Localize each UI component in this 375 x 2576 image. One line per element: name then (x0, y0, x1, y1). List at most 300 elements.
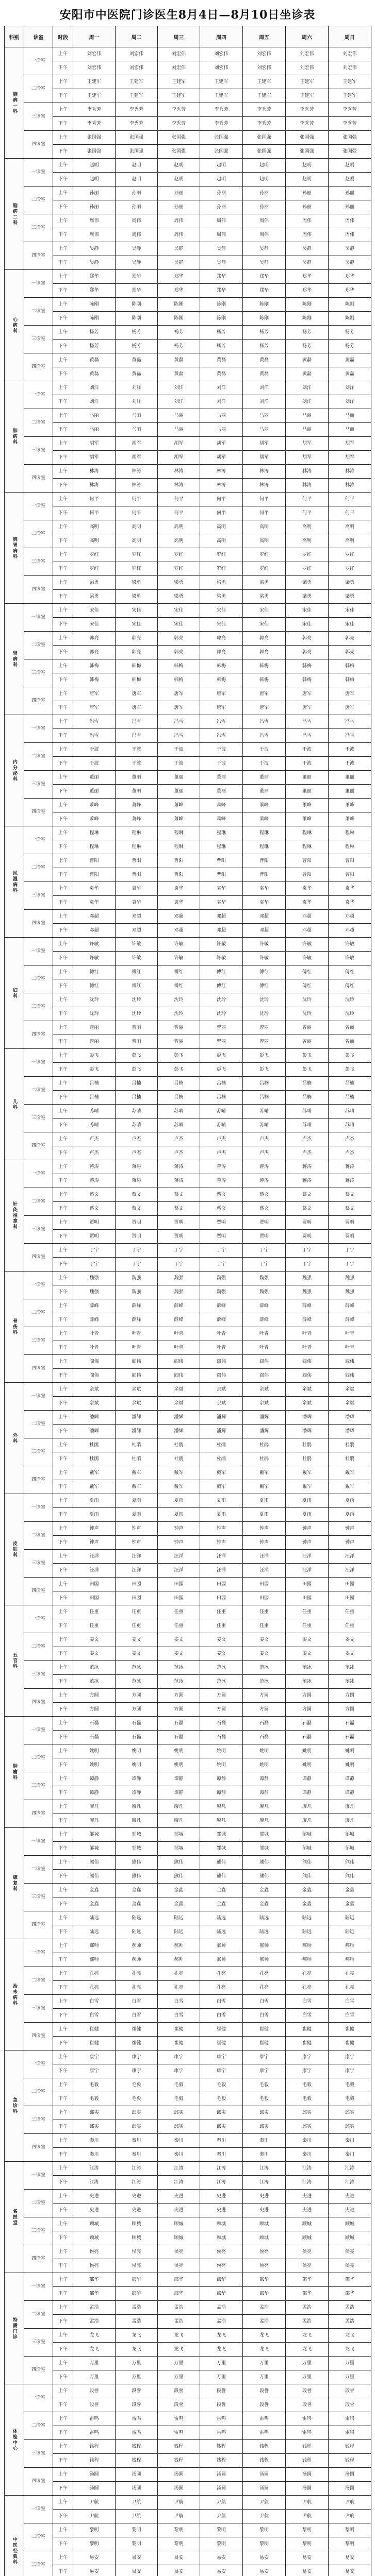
doctor-cell: 雷鸣 (243, 2412, 286, 2426)
department-cell: 皮肤科 (5, 1494, 24, 1605)
table-row (5, 1327, 371, 1341)
table-row (5, 757, 371, 771)
doctor-cell: 熊伟 (286, 1856, 329, 1870)
doctor-cell: 金鑫 (243, 1897, 286, 1911)
doctor-cell: 廖凡 (158, 1814, 200, 1828)
period-cell: 上午 (53, 1578, 73, 1591)
doctor-cell: 丁宁 (73, 1244, 116, 1258)
doctor-cell: 罗红 (286, 562, 329, 576)
doctor-cell: 陈刚 (73, 298, 116, 312)
doctor-cell: 邓超 (329, 910, 371, 924)
doctor-cell: 蔡文 (243, 1188, 286, 1202)
period-cell: 上午 (53, 1522, 73, 1536)
table-row (5, 924, 371, 938)
doctor-cell: 陆远 (73, 1911, 116, 1925)
doctor-cell: 黎明 (243, 2523, 286, 2537)
doctor-cell: 黄磊 (158, 367, 200, 381)
period-cell: 下午 (53, 2092, 73, 2106)
doctor-cell: 郝帅 (286, 1939, 329, 1953)
room-cell: 四诊室 (24, 353, 53, 381)
doctor-cell: 袁华 (158, 896, 200, 910)
doctor-cell: 秦川 (243, 2148, 286, 2162)
period-cell: 上午 (53, 1744, 73, 1758)
table-row (5, 465, 371, 479)
room-cell: 四诊室 (24, 799, 53, 826)
doctor-cell: 林涛 (116, 479, 158, 493)
period-cell: 上午 (53, 159, 73, 173)
doctor-cell: 段誉 (116, 2384, 158, 2398)
doctor-cell: 汪洋 (158, 1564, 200, 1578)
doctor-cell: 潘辉 (200, 1425, 243, 1438)
doctor-cell: 许敏 (200, 952, 243, 965)
period-cell: 下午 (53, 506, 73, 520)
doctor-cell: 熊伟 (158, 1856, 200, 1870)
doctor-cell: 沈玲 (200, 1007, 243, 1021)
doctor-cell: 沈玲 (329, 1007, 371, 1021)
doctor-cell: 刘洋 (243, 381, 286, 395)
doctor-cell: 马丽 (329, 423, 371, 437)
doctor-cell: 胡军 (200, 437, 243, 451)
doctor-cell: 汪洋 (286, 1550, 329, 1564)
column-header: 诊室 (24, 26, 53, 47)
doctor-cell: 余斌 (200, 1397, 243, 1411)
doctor-cell: 余斌 (116, 1383, 158, 1397)
doctor-cell: 唐军 (116, 701, 158, 715)
doctor-cell: 王建军 (116, 89, 158, 103)
room-cell: 四诊室 (24, 910, 53, 938)
room-cell: 四诊室 (24, 1800, 53, 1828)
room-cell: 三诊室 (24, 103, 53, 131)
doctor-cell: 马丽 (158, 409, 200, 423)
doctor-cell: 黄磊 (158, 353, 200, 367)
period-cell: 下午 (53, 2176, 73, 2190)
room-cell: 四诊室 (24, 1466, 53, 1494)
doctor-cell: 余斌 (116, 1397, 158, 1411)
doctor-cell: 夏雨 (243, 1494, 286, 1508)
period-cell: 上午 (53, 187, 73, 200)
doctor-cell: 唐军 (286, 687, 329, 701)
doctor-cell: 邹城 (329, 1842, 371, 1856)
doctor-cell: 邱实 (286, 2106, 329, 2120)
doctor-cell: 蔡文 (243, 1202, 286, 1216)
period-cell: 上午 (53, 2023, 73, 2037)
department-cell: 肿瘤科 (5, 1717, 24, 1828)
doctor-cell: 何平 (116, 493, 158, 506)
doctor-cell: 秦川 (200, 2148, 243, 2162)
room-cell: 二诊室 (24, 520, 53, 548)
doctor-cell: 罗红 (73, 562, 116, 576)
doctor-cell: 沈玲 (329, 993, 371, 1007)
doctor-cell: 苏晴 (116, 1118, 158, 1132)
period-cell: 上午 (53, 1633, 73, 1647)
doctor-cell: 赵明 (243, 159, 286, 173)
room-cell: 二诊室 (24, 1077, 53, 1105)
doctor-cell: 戴军 (329, 1466, 371, 1480)
doctor-cell: 萧峰 (200, 799, 243, 812)
doctor-cell: 王建军 (200, 89, 243, 103)
period-cell: 下午 (53, 840, 73, 854)
doctor-cell: 薛峰 (116, 1299, 158, 1313)
doctor-cell: 唐军 (73, 701, 116, 715)
table-row (5, 381, 371, 395)
period-cell: 下午 (53, 1146, 73, 1160)
doctor-cell: 熊伟 (73, 1856, 116, 1870)
doctor-cell: 彭飞 (329, 1049, 371, 1063)
doctor-cell: 何平 (73, 506, 116, 520)
doctor-cell: 邹城 (286, 1842, 329, 1856)
doctor-cell: 刘宏伟 (329, 47, 371, 61)
room-cell: 四诊室 (24, 2357, 53, 2384)
room-cell: 三诊室 (24, 659, 53, 687)
doctor-cell: 唐军 (286, 701, 329, 715)
table-row (5, 1647, 371, 1661)
doctor-cell: 丁宁 (200, 1244, 243, 1258)
doctor-cell: 阎伟 (200, 1369, 243, 1383)
doctor-cell: 罗红 (116, 562, 158, 576)
room-cell: 四诊室 (24, 242, 53, 270)
doctor-cell: 姜文 (116, 1647, 158, 1661)
doctor-cell: 林涛 (158, 465, 200, 479)
doctor-cell: 康宁 (116, 2064, 158, 2078)
table-row (5, 1174, 371, 1188)
period-cell: 上午 (53, 1689, 73, 1703)
doctor-cell: 姜文 (243, 1647, 286, 1661)
doctor-cell: 马丽 (286, 409, 329, 423)
doctor-cell: 高明 (329, 534, 371, 548)
doctor-cell: 崔健 (116, 2023, 158, 2037)
doctor-cell: 侯亮 (243, 2259, 286, 2273)
table-row (5, 2037, 371, 2050)
doctor-cell: 程琳 (158, 826, 200, 840)
doctor-cell: 沈玲 (200, 993, 243, 1007)
room-cell: 一诊室 (24, 2273, 53, 2301)
table-row (5, 701, 371, 715)
doctor-cell: 余斌 (243, 1397, 286, 1411)
doctor-cell: 钱程 (243, 2440, 286, 2454)
table-row (5, 2190, 371, 2204)
doctor-cell: 任重 (286, 1619, 329, 1633)
doctor-cell: 廖凡 (200, 1814, 243, 1828)
doctor-cell: 高明 (200, 520, 243, 534)
doctor-cell: 许敏 (73, 938, 116, 952)
doctor-cell: 秦川 (73, 2148, 116, 2162)
doctor-cell: 范冰 (73, 1675, 116, 1689)
doctor-cell: 廖凡 (243, 1800, 286, 1814)
doctor-cell: 金鑫 (286, 1884, 329, 1897)
doctor-cell: 阎伟 (200, 1355, 243, 1369)
doctor-cell: 梁勇 (243, 590, 286, 604)
doctor-cell: 杜鹃 (73, 1452, 116, 1466)
doctor-cell: 吕楠 (200, 1077, 243, 1091)
doctor-cell: 孟浩 (73, 2315, 116, 2329)
doctor-cell: 赵明 (200, 159, 243, 173)
doctor-cell: 田园 (200, 1578, 243, 1591)
doctor-cell: 袁华 (200, 896, 243, 910)
doctor-cell: 陆远 (200, 1911, 243, 1925)
period-cell: 上午 (53, 2468, 73, 2482)
doctor-cell: 郝帅 (73, 1953, 116, 1967)
doctor-cell: 程琳 (243, 840, 286, 854)
doctor-cell: 郑华 (329, 270, 371, 284)
room-cell: 一诊室 (24, 159, 53, 187)
doctor-cell: 卢杰 (329, 1146, 371, 1160)
doctor-cell: 陈刚 (73, 312, 116, 326)
period-cell: 上午 (53, 548, 73, 562)
period-cell: 下午 (53, 395, 73, 409)
doctor-cell: 夏雨 (329, 1494, 371, 1508)
table-row (5, 673, 371, 687)
doctor-cell: 任重 (158, 1619, 200, 1633)
table-row (5, 2412, 371, 2426)
doctor-cell: 孙丽 (200, 187, 243, 200)
doctor-cell: 韩梅 (286, 673, 329, 687)
table-row (5, 1146, 371, 1160)
doctor-cell: 江涛 (200, 2162, 243, 2176)
table-row (5, 2078, 371, 2092)
table-row (5, 1063, 371, 1077)
doctor-cell: 梁勇 (329, 576, 371, 590)
doctor-cell: 孔亮 (200, 1967, 243, 1981)
doctor-cell: 罗红 (158, 562, 200, 576)
doctor-cell: 张国强 (286, 145, 329, 159)
doctor-cell: 冯雪 (286, 729, 329, 743)
doctor-cell: 胡军 (116, 437, 158, 451)
table-row (5, 2217, 371, 2231)
column-header: 周一 (73, 26, 116, 47)
doctor-cell: 苏晴 (286, 1118, 329, 1132)
doctor-cell: 冯雪 (73, 729, 116, 743)
room-cell: 四诊室 (24, 131, 53, 159)
doctor-cell: 胡军 (286, 451, 329, 465)
doctor-cell: 汤圆 (329, 2482, 371, 2496)
doctor-cell: 谭静 (243, 1772, 286, 1786)
doctor-cell: 顾城 (200, 2217, 243, 2231)
table-row (5, 1828, 371, 1842)
period-cell: 上午 (53, 520, 73, 534)
doctor-cell: 钟声 (243, 1536, 286, 1550)
doctor-cell: 于波 (329, 743, 371, 757)
doctor-cell: 傅红 (243, 965, 286, 979)
doctor-cell: 石磊 (158, 1731, 200, 1744)
doctor-cell: 方圆 (243, 1703, 286, 1717)
period-cell: 上午 (53, 1995, 73, 2009)
period-cell: 上午 (53, 2106, 73, 2120)
column-header: 科别 (5, 26, 24, 47)
doctor-cell: 邵华 (73, 2273, 116, 2287)
doctor-cell: 汤圆 (73, 2468, 116, 2482)
doctor-cell: 唐军 (73, 687, 116, 701)
doctor-cell: 史进 (243, 2190, 286, 2204)
doctor-cell: 傅红 (158, 965, 200, 979)
period-cell: 下午 (53, 562, 73, 576)
period-cell: 下午 (53, 1814, 73, 1828)
period-cell: 上午 (53, 1967, 73, 1981)
doctor-cell: 秦川 (329, 2134, 371, 2148)
doctor-cell: 石磊 (158, 1717, 200, 1731)
doctor-cell: 陈刚 (158, 312, 200, 326)
table-row (5, 1981, 371, 1995)
doctor-cell: 董丽 (116, 785, 158, 799)
room-cell: 一诊室 (24, 493, 53, 520)
doctor-cell: 邵华 (116, 2273, 158, 2287)
doctor-cell: 韩梅 (200, 659, 243, 673)
doctor-cell: 龙飞 (243, 2343, 286, 2357)
doctor-cell: 任重 (200, 1605, 243, 1619)
table-row (5, 1258, 371, 1272)
doctor-cell: 尹航 (329, 2510, 371, 2523)
doctor-cell: 王建军 (73, 89, 116, 103)
doctor-cell: 冯雪 (73, 715, 116, 729)
doctor-cell: 马丽 (116, 409, 158, 423)
table-row (5, 284, 371, 298)
table-row (5, 1522, 371, 1536)
doctor-cell: 任重 (116, 1605, 158, 1619)
table-row (5, 2343, 371, 2357)
doctor-cell: 熊伟 (73, 1870, 116, 1884)
doctor-cell: 顾城 (329, 2231, 371, 2245)
doctor-cell: 段誉 (286, 2384, 329, 2398)
doctor-cell: 邵华 (158, 2273, 200, 2287)
doctor-cell: 黄磊 (116, 367, 158, 381)
doctor-cell: 杨芳 (243, 326, 286, 340)
doctor-cell: 叶青 (200, 1327, 243, 1341)
doctor-cell: 魏强 (73, 1272, 116, 1285)
period-cell: 上午 (53, 659, 73, 673)
table-row (5, 1661, 371, 1675)
doctor-cell: 杜鹃 (116, 1438, 158, 1452)
table-row (5, 1536, 371, 1550)
doctor-cell: 罗红 (116, 548, 158, 562)
period-cell: 上午 (53, 799, 73, 812)
doctor-cell: 张国强 (158, 145, 200, 159)
doctor-cell: 孙丽 (286, 187, 329, 200)
doctor-cell: 丁宁 (286, 1258, 329, 1272)
period-cell: 下午 (53, 2426, 73, 2440)
doctor-cell: 薛峰 (329, 1299, 371, 1313)
doctor-cell: 段誉 (286, 2398, 329, 2412)
doctor-cell: 韩梅 (116, 673, 158, 687)
doctor-cell: 孙丽 (243, 187, 286, 200)
doctor-cell: 孟浩 (158, 2315, 200, 2329)
doctor-cell: 戴军 (158, 1480, 200, 1494)
doctor-cell: 魏强 (243, 1285, 286, 1299)
doctor-cell: 邵华 (286, 2287, 329, 2301)
doctor-cell: 龙飞 (329, 2329, 371, 2343)
doctor-cell: 田园 (243, 1591, 286, 1605)
doctor-cell: 陆远 (158, 1911, 200, 1925)
doctor-cell: 魏强 (329, 1272, 371, 1285)
doctor-cell: 金鑫 (243, 1884, 286, 1897)
doctor-cell: 郭亮 (286, 646, 329, 659)
doctor-cell: 彭飞 (243, 1063, 286, 1077)
period-cell: 上午 (53, 910, 73, 924)
doctor-cell: 刘宏伟 (158, 47, 200, 61)
period-cell: 下午 (53, 1953, 73, 1967)
doctor-cell: 田园 (116, 1578, 158, 1591)
doctor-cell: 邓超 (243, 924, 286, 938)
doctor-cell: 萧峰 (73, 812, 116, 826)
doctor-cell: 李秀芳 (116, 103, 158, 117)
doctor-cell: 石磊 (116, 1717, 158, 1731)
doctor-cell: 黎明 (116, 2523, 158, 2537)
doctor-cell: 江涛 (158, 2162, 200, 2176)
doctor-cell: 张国强 (329, 131, 371, 145)
doctor-cell: 秦川 (286, 2148, 329, 2162)
doctor-cell: 宋佳 (243, 618, 286, 632)
doctor-cell: 薛峰 (158, 1313, 200, 1327)
doctor-cell: 崔健 (243, 2037, 286, 2050)
doctor-cell: 孔亮 (73, 1981, 116, 1995)
doctor-cell: 刘宏伟 (243, 47, 286, 61)
doctor-cell: 钱程 (200, 2454, 243, 2468)
doctor-cell: 林涛 (158, 479, 200, 493)
doctor-cell: 侯亮 (73, 2259, 116, 2273)
doctor-cell: 雷鸣 (243, 2426, 286, 2440)
doctor-cell: 许敏 (243, 952, 286, 965)
doctor-cell: 廖凡 (158, 1800, 200, 1814)
table-row (5, 979, 371, 993)
doctor-cell: 高明 (116, 534, 158, 548)
doctor-cell: 董丽 (158, 771, 200, 785)
doctor-cell: 唐军 (158, 701, 200, 715)
doctor-cell: 夏雨 (286, 1494, 329, 1508)
doctor-cell: 龙飞 (116, 2329, 158, 2343)
table-row (5, 1870, 371, 1884)
doctor-cell: 宋佳 (243, 604, 286, 618)
doctor-cell: 邵华 (116, 2287, 158, 2301)
doctor-cell: 段誉 (73, 2398, 116, 2412)
period-cell: 下午 (53, 785, 73, 799)
table-row (5, 729, 371, 743)
table-row (5, 938, 371, 952)
doctor-cell: 孔亮 (116, 1967, 158, 1981)
doctor-cell: 戴军 (329, 1480, 371, 1494)
table-row (5, 89, 371, 103)
doctor-cell: 韩梅 (158, 673, 200, 687)
period-cell: 上午 (53, 1828, 73, 1842)
table-row (5, 1925, 371, 1939)
doctor-cell: 贾明 (158, 1230, 200, 1244)
doctor-cell: 段誉 (158, 2398, 200, 2412)
doctor-cell: 孙丽 (329, 200, 371, 214)
table-row (5, 1077, 371, 1091)
doctor-cell: 秦川 (200, 2134, 243, 2148)
room-cell: 四诊室 (24, 1132, 53, 1160)
doctor-cell: 马丽 (200, 409, 243, 423)
doctor-cell: 白雪 (243, 1995, 286, 2009)
room-cell: 二诊室 (24, 298, 53, 326)
period-cell: 上午 (53, 2329, 73, 2343)
table-row (5, 1731, 371, 1744)
doctor-cell: 许敏 (73, 952, 116, 965)
doctor-cell: 陈刚 (286, 298, 329, 312)
doctor-cell: 罗红 (200, 562, 243, 576)
table-row (5, 687, 371, 701)
period-cell: 上午 (53, 2412, 73, 2426)
doctor-cell: 任重 (73, 1619, 116, 1633)
doctor-cell: 丁宁 (158, 1258, 200, 1272)
doctor-cell: 龙飞 (158, 2329, 200, 2343)
doctor-cell: 曹阳 (329, 854, 371, 868)
doctor-cell: 叶青 (158, 1327, 200, 1341)
doctor-cell: 王建军 (243, 89, 286, 103)
table-row (5, 812, 371, 826)
doctor-cell: 夏雨 (200, 1508, 243, 1522)
table-row (5, 1118, 371, 1132)
period-cell: 下午 (53, 1230, 73, 1244)
doctor-cell: 胡军 (286, 437, 329, 451)
doctor-cell: 方圆 (158, 1703, 200, 1717)
